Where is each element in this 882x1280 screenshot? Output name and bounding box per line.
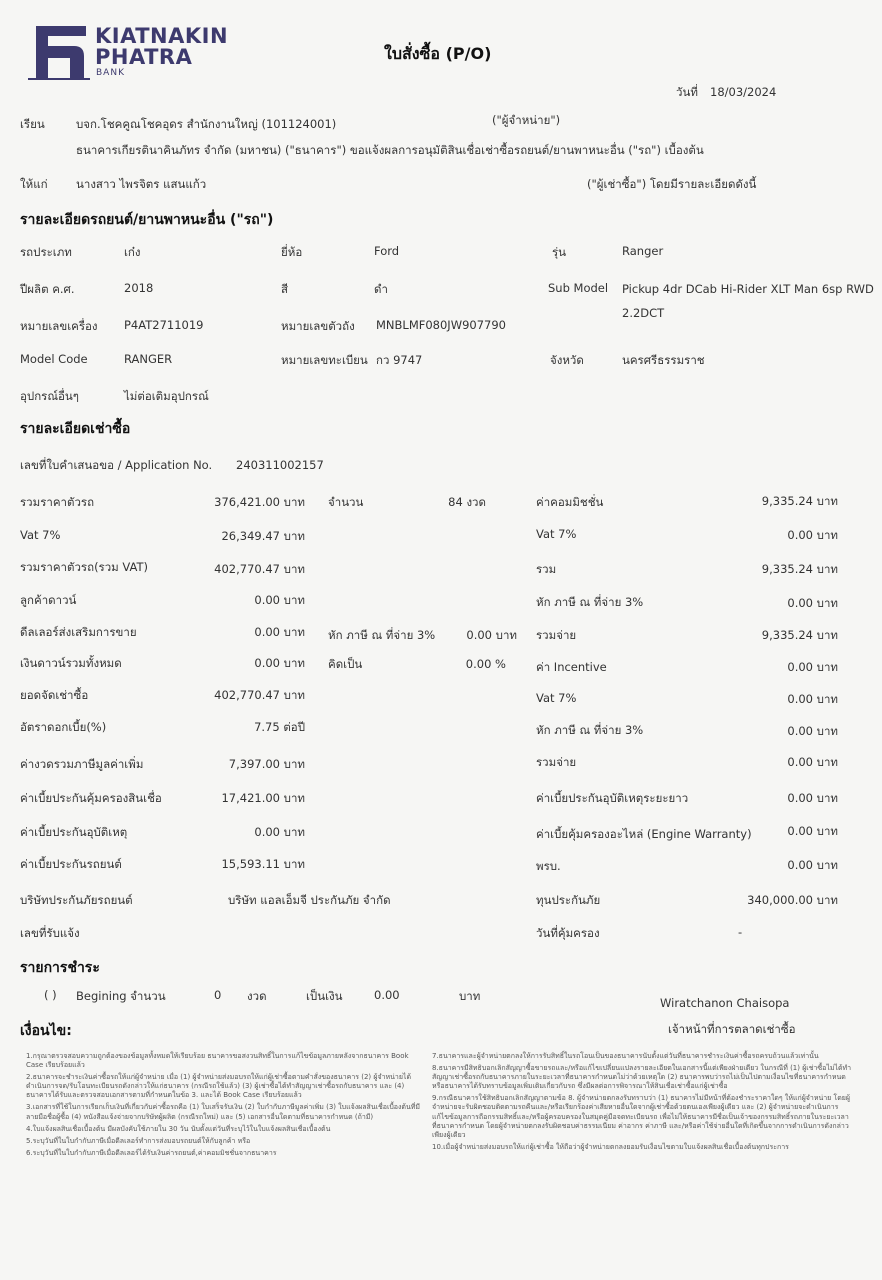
vehicle-year-value: 2018 xyxy=(124,281,154,295)
lease-mid-value: 0.00 บาท xyxy=(466,628,517,642)
lease-right-label: วันที่คุ้มครอง xyxy=(536,926,600,940)
lease-right-value: 0.00 บาท xyxy=(787,824,838,838)
lease-right-value: 0.00 บาท xyxy=(787,724,838,738)
condition-item: 8.ธนาคารมีสิทธิบอกเลิกสัญญาซื้อขายรถและ/หรือแก้ไขเปลี่ยนแปลงรายละเอียดในเอกสารนี้แต่เพียงฝ่ายเดียว ในกรณีที่ (1) ผู้เช่าซื้อไม่ได้ทำสัญญาเช่าซื้อรถกับธนาคารภายในระยะเวลาที่ธนาคารกำหนดไม่ว่าด้วยเหตุใด (2) ธนาคารพบว่ารถไม่เป็นไปตามเงื่อนไขที่ธนาคารกำหนด หรือธนาคารได้รับทราบข้อมูลเพิ่มเติมเกี่ยวกับรถ ซึ่งมีผลต่อการพิจารณาให้สินเชื่อเช่าซื้อแก่ผู้เช่าซื้อ xyxy=(432,1064,852,1091)
condition-item: 3.เอกสารที่ใช้ในการเรียกเก็บเงินที่เกี่ยวกับค่าซื้อรถคือ (1) ใบเสร็จรับเงิน (2) ใบกำกับภาษีมูลค่าเพิ่ม (3) ใบแจ้งผลสินเชื่อเบื้องต้นที่มีลายมือชื่อผู้ซื้อ (4) หนังสือแจ้งจ่ายจากบริษัทผู้ผลิต (กรณีรถใหม่) และ (5) เอกสารอื่นใดตามที่ธนาคารกำหนด (ถ้ามี) xyxy=(26,1103,420,1121)
lease-left-value: 26,349.47 บาท xyxy=(221,529,305,543)
for-label: ให้แก่ xyxy=(20,177,48,191)
lease-left-value: 7,397.00 บาท xyxy=(228,757,305,771)
payment-text1: Begining จำนวน xyxy=(76,989,166,1003)
logo-line1: KIATNAKIN xyxy=(95,24,229,48)
conditions-heading: เงื่อนไข: xyxy=(20,1023,72,1039)
vehicle-color-label: สี xyxy=(281,282,289,296)
lease-left-value: 7.75 ต่อปี xyxy=(254,720,305,734)
lease-left-value: 15,593.11 บาท xyxy=(221,857,305,871)
payment-checkbox[interactable]: ( ) xyxy=(44,988,57,1002)
logo-line2: PHATRA xyxy=(95,45,193,69)
lease-left-value: 402,770.47 บาท xyxy=(214,688,305,702)
vehicle-type-label: รถประเภท xyxy=(20,245,72,259)
lease-right-value: 0.00 บาท xyxy=(787,596,838,610)
lease-left-label: อัตราดอกเบี้ย(%) xyxy=(20,720,107,734)
lease-left-value: 17,421.00 บาท xyxy=(221,791,305,805)
payment-heading: รายการชำระ xyxy=(20,960,100,976)
lease-mid-value: 84 งวด xyxy=(448,495,486,509)
lease-heading: รายละเอียดเช่าซื้อ xyxy=(20,421,131,437)
vehicle-type-value: เก๋ง xyxy=(124,245,141,259)
lease-right-value: 340,000.00 บาท xyxy=(747,893,838,907)
vehicle-province-label: จังหวัด xyxy=(550,353,584,367)
vehicle-chassis-value: MNBLMF080JW907790 xyxy=(376,318,506,332)
lease-mid-label: คิดเป็น xyxy=(328,657,363,671)
lease-left-label: ดีลเลอร์ส่งเสริมการขาย xyxy=(20,625,137,639)
condition-item: 5.ระบุวันที่ในใบกำกับภาษีเมื่อดีลเลอร์ทำการส่งมอบรถยนต์ให้กับลูกค้า หรือ xyxy=(26,1136,251,1145)
lease-right-value: 0.00 บาท xyxy=(787,755,838,769)
lease-left-value: 0.00 บาท xyxy=(254,656,305,670)
vehicle-model-value: Ranger xyxy=(622,244,664,258)
lease-right-label: รวม xyxy=(536,562,557,576)
lease-left-label: ลูกค้าดาวน์ xyxy=(20,593,77,607)
for-role: ("ผู้เช่าซื้อ") โดยมีรายละเอียดดังนี้ xyxy=(587,177,757,191)
condition-item: 9.กรณีธนาคารใช้สิทธิบอกเลิกสัญญาตามข้อ 8. ผู้จำหน่ายตกลงรับทราบว่า (1) ธนาคารไม่มีหน้าที่ต้องชำระราคาใดๆ ให้แก่ผู้จำหน่าย โดยผู้จำหน่ายจะรับผิดชอบติดตามรถคืนและ/หรือเรียกร้องค่าเสียหายอื่นใดจากผู้เช่าซื้อด้วยตนเองเพียงผู้เดียว และ (2) ผู้จำหน่ายจะดำเนินการแก้ไขข้อมูลการถือกรรมสิทธิ์และ/หรือผู้ครอบครองในสมุดคู่มือจดทะเบียนรถ เพื่อไม่ให้ธนาคารมีชื่อเป็นเจ้าของกรรมสิทธิ์รถภายในระยะเวลาที่ธนาคารกำหนด โดยผู้จำหน่ายตกลงรับผิดชอบค่าธรรมเนียม ค่าอากร ค่าภาษี และ/หรือค่าใช้จ่ายอื่นใดที่เกิดขึ้นจากการดำเนินการดังกล่าวเพียงผู้เดียว xyxy=(432,1094,851,1139)
lease-right-value: - xyxy=(738,925,743,939)
lease-mid-value: 0.00 % xyxy=(465,657,506,671)
lease-left-label: รวมราคาตัวรถ xyxy=(20,495,95,509)
bank-logo xyxy=(26,22,90,83)
lease-left-label: ยอดจัดเช่าซื้อ xyxy=(20,688,89,702)
lease-right-label: ค่าเบี้ยคุ้มครองอะไหล่ (Engine Warranty) xyxy=(536,827,752,841)
lease-left-label: ค่าเบี้ยประกันอุบัติเหตุ xyxy=(20,825,128,839)
vehicle-submodel-value-1: Pickup 4dr DCab Hi-Rider XLT Man 6sp RWD xyxy=(622,282,874,296)
lease-left-value: 0.00 บาท xyxy=(254,625,305,639)
vehicle-model-label: รุ่น xyxy=(552,245,567,259)
lease-right-label: ค่าเบี้ยประกันอุบัติเหตุระยะยาว xyxy=(536,791,689,805)
vehicle-engine-value: P4AT2711019 xyxy=(124,318,204,332)
lease-left-value: บริษัท แอลเอ็มจี ประกันภัย จำกัด xyxy=(228,893,391,907)
lease-left-label: เงินดาวน์รวมทั้งหมด xyxy=(20,656,122,670)
lease-right-label: หัก ภาษี ณ ที่จ่าย 3% xyxy=(536,595,644,609)
lease-right-label: ทุนประกันภัย xyxy=(536,893,601,907)
logo-line3: BANK xyxy=(96,68,125,78)
vehicle-accessory-label: อุปกรณ์อื่นๆ xyxy=(20,389,79,403)
to-label: เรียน xyxy=(20,117,45,131)
page-title: ใบสั่งซื้อ (P/O) xyxy=(384,44,492,63)
condition-item: 6.ระบุวันที่ในใบกำกับภาษีเมื่อดีลเลอร์ได้รับเงินค่ารถยนต์,ค่าคอมมิชชั่นจากธนาคาร xyxy=(26,1148,277,1157)
lease-left-value: 376,421.00 บาท xyxy=(214,495,305,509)
lease-right-label: ค่า Incentive xyxy=(536,660,607,674)
lease-right-value: 9,335.24 บาท xyxy=(761,494,838,508)
lease-left-label: ค่าเบี้ยประกันคุ้มครองสินเชื่อ xyxy=(20,791,162,805)
lease-right-value: 9,335.24 บาท xyxy=(761,628,838,642)
payment-amount: 0.00 xyxy=(374,988,400,1002)
date-label: วันที่ xyxy=(676,85,698,99)
lease-left-value: 0.00 บาท xyxy=(254,825,305,839)
lease-right-value: 0.00 บาท xyxy=(787,660,838,674)
vehicle-submodel-value-2: 2.2DCT xyxy=(622,306,665,320)
lease-right-label: หัก ภาษี ณ ที่จ่าย 3% xyxy=(536,723,644,737)
for-value: นางสาว ไพรจิตร แสนแก้ว xyxy=(76,177,207,191)
vehicle-plate-value: กว 9747 xyxy=(376,353,423,367)
lease-left-label: บริษัทประกันภัยรถยนต์ xyxy=(20,893,133,907)
lease-right-value: 0.00 บาท xyxy=(787,791,838,805)
application-label: เลขที่ใบคำเสนอขอ / Application No. xyxy=(20,458,213,472)
lease-right-label: พรบ. xyxy=(536,859,561,873)
condition-item: 2.ธนาคารจะชำระเงินค่าซื้อรถให้แก่ผู้จำหน่าย เมื่อ (1) ผู้จำหน่ายส่งมอบรถให้แก่ผู้เช่าซื้อตามคำสั่งของธนาคาร (2) ผู้จำหน่ายได้ดำเนินการจด/รับโอนทะเบียนรถดังกล่าวให้แก่ธนาคาร (กรณีรถใช้แล้ว) (3) ผู้เช่าซื้อได้ทำสัญญาเช่าซื้อรถกับธนาคาร และ (4) ธนาคารได้รับและตรวจสอบเอกสารตามที่กำหนดในข้อ 3. และได้ Book Case เรียบร้อยแล้ว xyxy=(26,1073,412,1100)
vehicle-chassis-label: หมายเลขตัวถัง xyxy=(281,319,355,333)
to-role: ("ผู้จำหน่าย") xyxy=(492,113,561,127)
lease-right-value: 0.00 บาท xyxy=(787,692,838,706)
lease-left-label: Vat 7% xyxy=(20,528,61,542)
lease-left-label: ค่าเบี้ยประกันรถยนต์ xyxy=(20,857,122,871)
conditions-right-column xyxy=(432,1052,852,1155)
lease-right-label: รวมจ่าย xyxy=(536,755,577,769)
vehicle-brand-label: ยี่ห้อ xyxy=(281,245,303,259)
lease-right-label: รวมจ่าย xyxy=(536,628,577,642)
vehicle-year-label: ปีผลิต ค.ศ. xyxy=(20,282,75,296)
vehicle-engine-label: หมายเลขเครื่อง xyxy=(20,319,98,333)
officer-name: Wiratchanon Chaisopa xyxy=(660,996,790,1010)
vehicle-plate-label: หมายเลขทะเบียน xyxy=(281,353,368,367)
lease-left-label: รวมราคาตัวรถ(รวม VAT) xyxy=(20,560,149,574)
lease-right-value: 0.00 บาท xyxy=(787,528,838,542)
lease-right-label: Vat 7% xyxy=(536,691,577,705)
vehicle-brand-value: Ford xyxy=(374,244,400,258)
officer-role: เจ้าหน้าที่การตลาดเช่าซื้อ xyxy=(668,1022,796,1036)
condition-item: 7.ธนาคารและผู้จำหน่ายตกลงให้การรับสิทธิ์ในรถโอนเป็นของธนาคารนับตั้งแต่วันที่ธนาคารชำระเงินค่าซื้อรถครบถ้วนแล้วเท่านั้น xyxy=(432,1052,819,1060)
vehicle-heading: รายละเอียดรถยนต์/ยานพาหนะอื่น ("รถ") xyxy=(20,212,274,228)
condition-item: 4.ใบแจ้งผลสินเชื่อเบื้องต้น มีผลบังคับใช้ภายใน 30 วัน นับตั้งแต่วันที่ระบุไว้ในใบแจ้งผลสินเชื่อเบื้องต้น xyxy=(26,1124,331,1133)
condition-item: 1.กรุณาตรวจสอบความถูกต้องของข้อมูลทั้งหมดให้เรียบร้อย ธนาคารขอสงวนสิทธิ์ในการแก้ไขข้อมูลภายหลังจากธนาคาร Book Case เรียบร้อยแล้ว xyxy=(26,1052,409,1070)
lease-right-label: ค่าคอมมิชชั่น xyxy=(536,495,604,509)
lease-right-label: Vat 7% xyxy=(536,527,577,541)
date-value: 18/03/2024 xyxy=(710,85,777,99)
vehicle-modelcode-value: RANGER xyxy=(124,352,173,366)
vehicle-submodel-label: Sub Model xyxy=(548,281,609,295)
payment-unit: งวด xyxy=(247,989,267,1003)
lease-right-value: 9,335.24 บาท xyxy=(761,562,838,576)
vehicle-accessory-value: ไม่ต่อเติมอุปกรณ์ xyxy=(124,389,209,403)
payment-count: 0 xyxy=(214,988,222,1002)
lease-left-value: 0.00 บาท xyxy=(254,593,305,607)
application-value: 240311002157 xyxy=(236,458,324,472)
bank-logo-icon xyxy=(26,22,90,80)
conditions-left-column xyxy=(26,1052,426,1161)
lease-left-label: ค่างวดรวมภาษีมูลค่าเพิ่ม xyxy=(20,757,144,771)
condition-item: 10.เมื่อผู้จำหน่ายส่งมอบรถให้แก่ผู้เช่าซื้อ ให้ถือว่าผู้จำหน่ายตกลงยอมรับเงื่อนไขตามใบแจ้งผลสินเชื่อเบื้องต้นทุกประการ xyxy=(432,1142,789,1151)
payment-currency: บาท xyxy=(459,989,481,1003)
to-value: บจก.โชคคูณโชคอุดร สำนักงานใหญ่ (101124001) xyxy=(76,117,337,131)
lease-mid-label: หัก ภาษี ณ ที่จ่าย 3% xyxy=(328,628,436,642)
intro-text: ธนาคารเกียรตินาคินภัทร จำกัด (มหาชน) ("ธนาคาร") ขอแจ้งผลการอนุมัติสินเชื่อเช่าซื้อรถยนต์/ยานพาหนะอื่น ("รถ") เบื้องต้น xyxy=(76,143,704,157)
lease-right-value: 0.00 บาท xyxy=(787,858,838,872)
payment-text2: เป็นเงิน xyxy=(306,989,343,1003)
vehicle-modelcode-label: Model Code xyxy=(20,352,88,366)
vehicle-province-value: นครศรีธรรมราช xyxy=(622,353,705,367)
lease-left-value: 402,770.47 บาท xyxy=(214,562,305,576)
lease-left-label: เลขที่รับแจ้ง xyxy=(20,926,80,940)
lease-mid-label: จำนวน xyxy=(328,495,364,509)
vehicle-color-value: ดำ xyxy=(374,282,388,296)
